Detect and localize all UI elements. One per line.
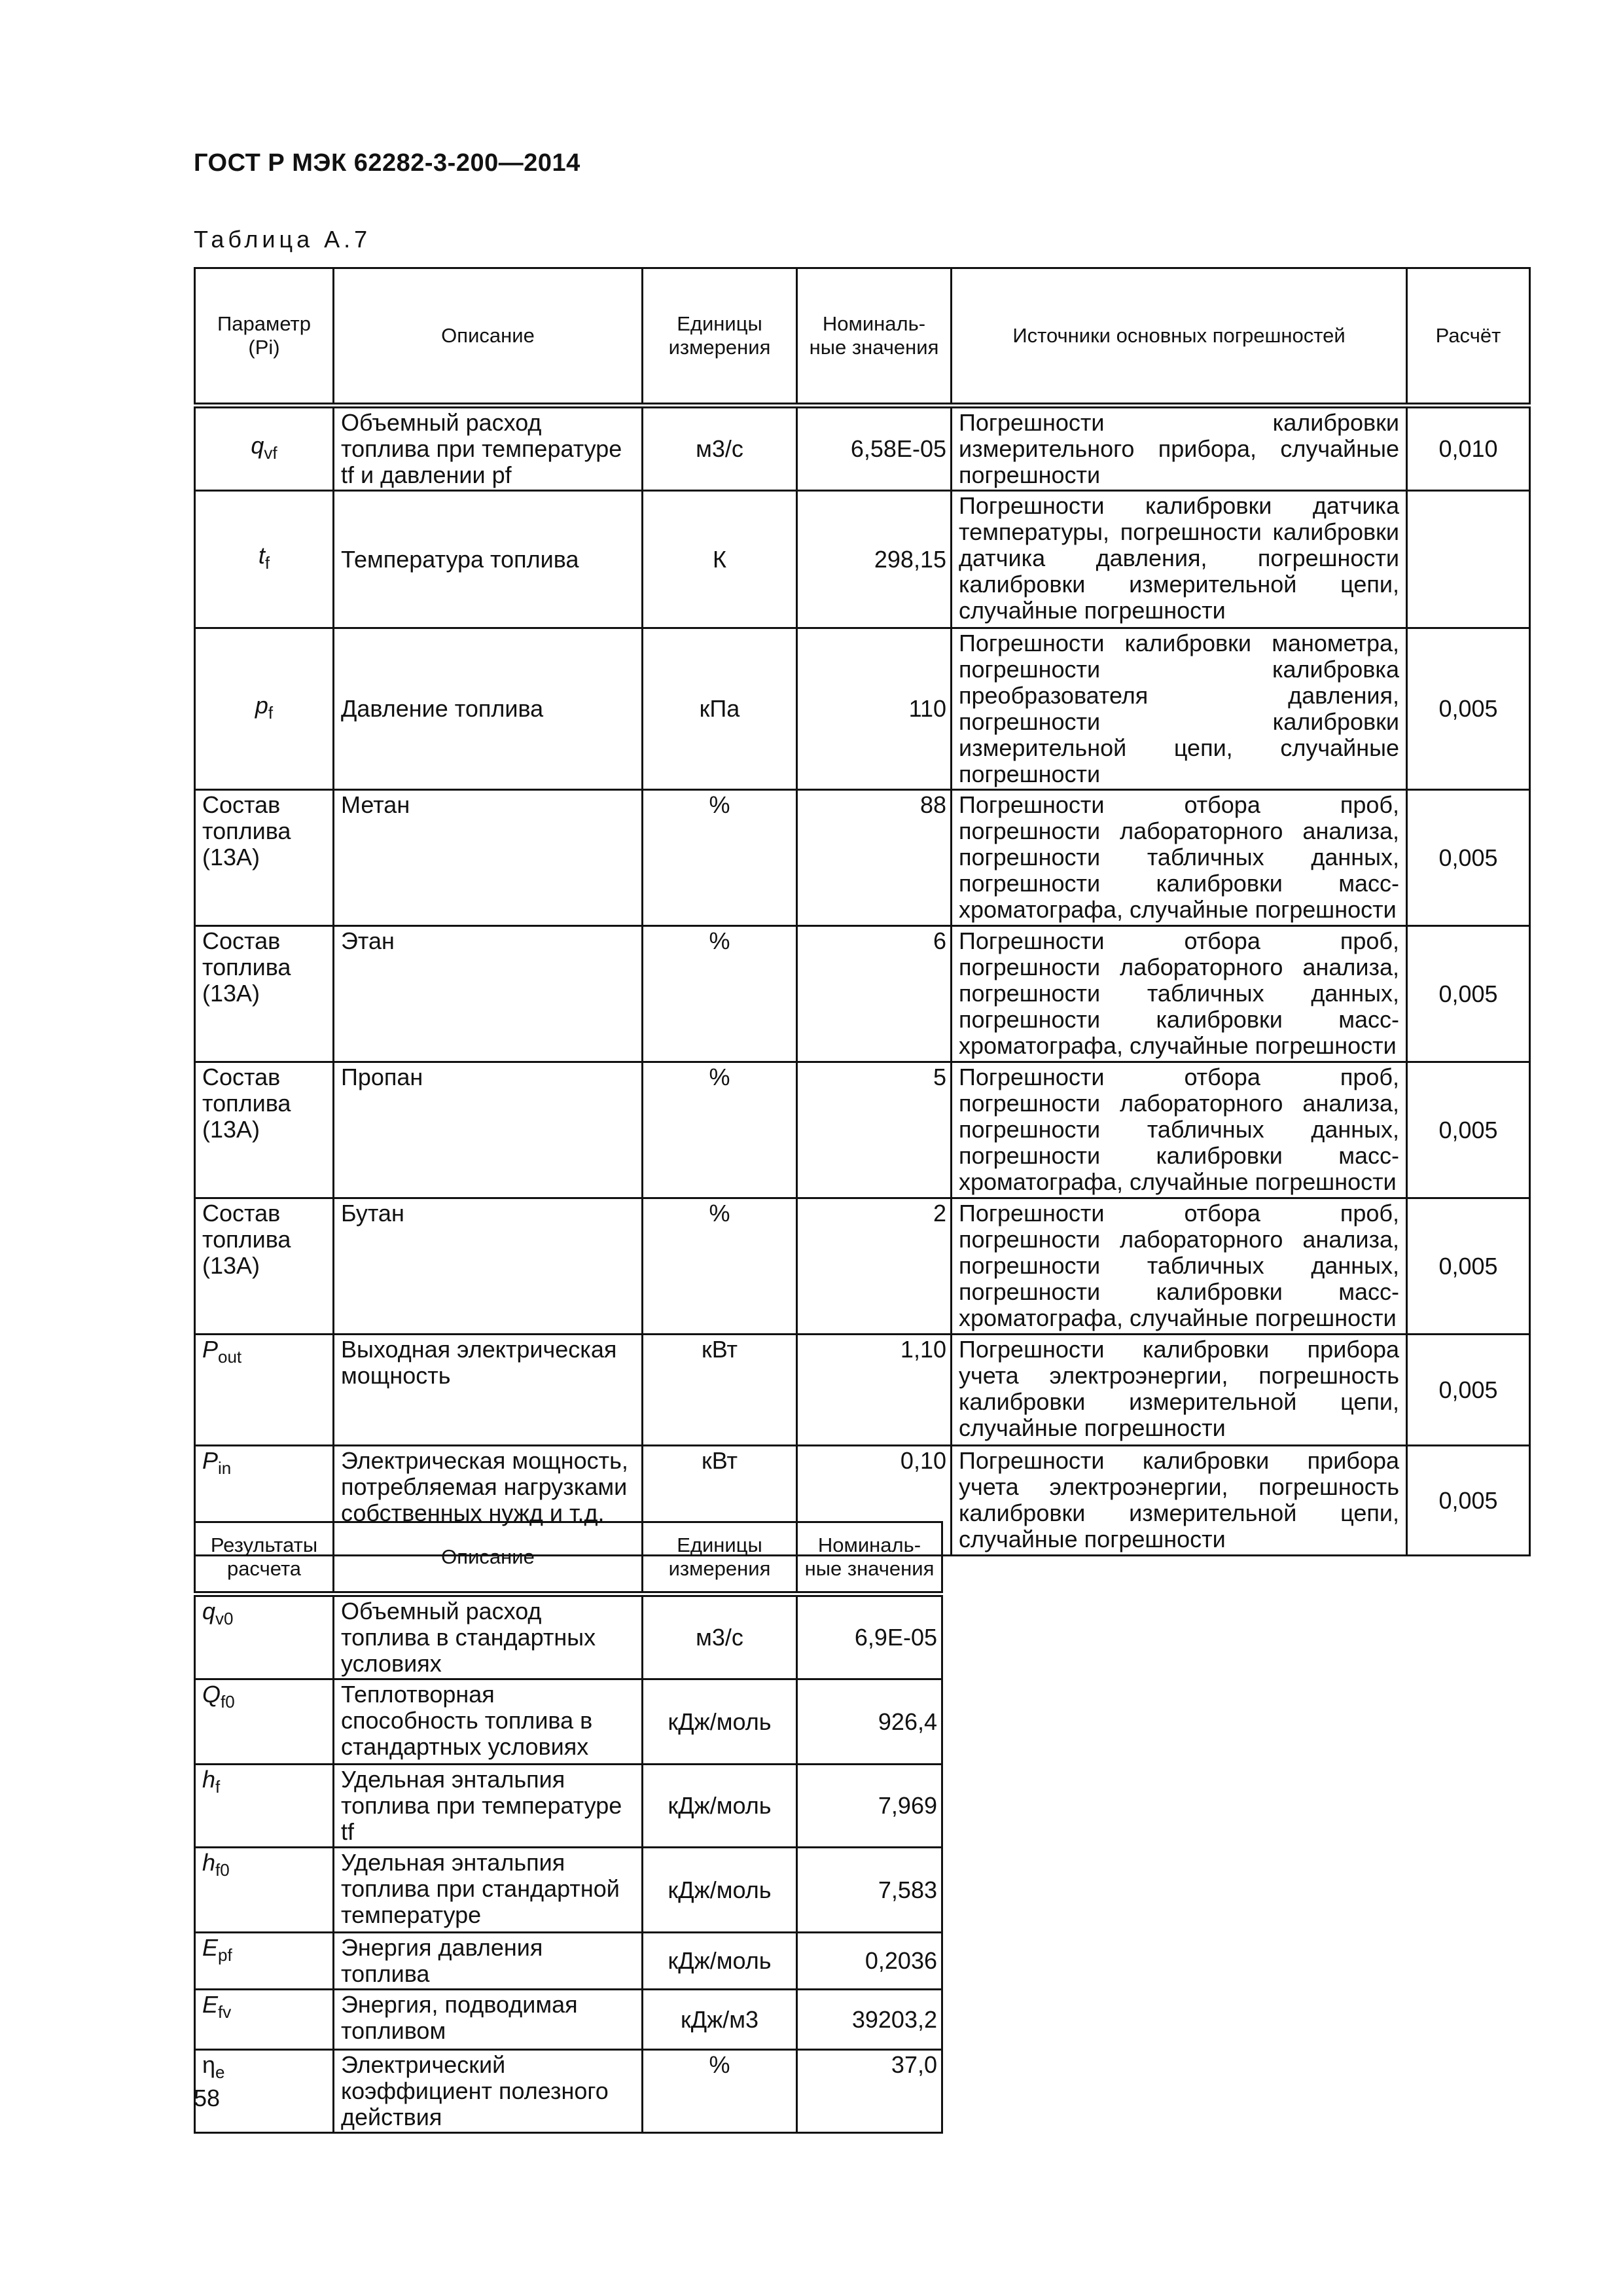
param-description: Пропан <box>334 1062 643 1198</box>
param-sources: Погрешности отбора проб, погрешности лабораторного анализа, погрешности табличных данных, погрешности калибровки масс-хроматографа, случайные погрешности <box>952 1198 1407 1335</box>
table-row <box>195 628 1530 790</box>
uncertainty-table <box>194 267 1531 1556</box>
param-calc: 0,005 <box>1407 628 1530 790</box>
table-header-row <box>195 268 1530 406</box>
param-calc: 0,010 <box>1407 406 1530 491</box>
result-value: 7,969 <box>797 1765 942 1848</box>
param-calc: 0,005 <box>1407 1062 1530 1198</box>
col-header-nominal: Номиналь-ные значения <box>797 1522 942 1594</box>
param-sources: Погрешности отбора проб, погрешности лабораторного анализа, погрешности табличных данных, погрешности калибровки масс-хроматографа, случайные погрешности <box>952 926 1407 1062</box>
param-description: Объемный расход топлива при температуре tf и давлении pf <box>334 406 643 491</box>
param-symbol: $P_{in}$ <box>195 1446 334 1556</box>
table-row <box>195 1679 942 1765</box>
param-description: Выходная электрическая мощность <box>334 1335 643 1446</box>
table-row <box>195 491 1530 628</box>
param-name: Состав топлива (13А) <box>195 1062 334 1198</box>
table-row <box>195 1848 942 1933</box>
param-sources: Погрешности отбора проб, погрешности лабораторного анализа, погрешности табличных данных, погрешности калибровки масс-хроматографа, случайные погрешности <box>952 1062 1407 1198</box>
table-row <box>195 1198 1530 1335</box>
page-number: 58 <box>194 2085 221 2111</box>
param-value: 2 <box>797 1198 952 1335</box>
param-sources: Погрешности калибровки прибора учета электроэнергии, погрешность калибровки измерительной цепи, случайные погрешности <box>952 1335 1407 1446</box>
results-header-row <box>195 1522 942 1594</box>
result-value: 926,4 <box>797 1679 942 1765</box>
param-unit: кВт <box>643 1335 797 1446</box>
result-symbol: $h_{f0}$ <box>195 1848 334 1933</box>
param-unit: кПа <box>643 628 797 790</box>
result-symbol: $Q_{f0}$ <box>195 1679 334 1765</box>
param-sources: Погрешности калибровки измерительного прибора, случайные погрешности <box>952 406 1407 491</box>
param-unit: К <box>643 491 797 628</box>
result-symbol: $q_{v0}$ <box>195 1594 334 1679</box>
table-row <box>195 1335 1530 1446</box>
param-calc: 0,005 <box>1407 926 1530 1062</box>
param-sources: Погрешности отбора проб, погрешности лабораторного анализа, погрешности табличных данных, погрешности калибровки масс-хроматографа, случайные погрешности <box>952 790 1407 926</box>
result-description: Теплотворная способность топлива в стандартных условиях <box>334 1679 643 1765</box>
param-calc: 0,005 <box>1407 1198 1530 1335</box>
param-description: Бутан <box>334 1198 643 1335</box>
param-description: Температура топлива <box>334 491 643 628</box>
param-value: 110 <box>797 628 952 790</box>
result-value: 37,0 <box>797 2050 942 2133</box>
result-symbol: $\eta_e$ <box>195 2050 334 2133</box>
table-row <box>195 2050 942 2133</box>
result-value: 6,9E-05 <box>797 1594 942 1679</box>
param-name: Состав топлива (13А) <box>195 790 334 926</box>
param-symbol: $P_{out}$ <box>195 1335 334 1446</box>
result-value: 39203,2 <box>797 1990 942 2050</box>
table-row <box>195 1990 942 2050</box>
result-unit: кДж/моль <box>643 1933 797 1990</box>
param-unit: % <box>643 790 797 926</box>
result-unit: % <box>643 2050 797 2133</box>
result-description: Объемный расход топлива в стандартных условиях <box>334 1594 643 1679</box>
param-name: Состав топлива (13А) <box>195 1198 334 1335</box>
param-description: Давление топлива <box>334 628 643 790</box>
result-unit: кДж/м3 <box>643 1990 797 2050</box>
result-unit: кДж/моль <box>643 1848 797 1933</box>
document-header: ГОСТ Р МЭК 62282-3-200—2014 <box>194 149 580 177</box>
table-row <box>195 1765 942 1848</box>
col-header-unit: Единицы измерения <box>643 268 797 406</box>
param-unit: м3/с <box>643 406 797 491</box>
table-row <box>195 1062 1530 1198</box>
col-header-description: Описание <box>334 1522 643 1594</box>
param-calc: 0,005 <box>1407 1335 1530 1446</box>
param-name: Состав топлива (13А) <box>195 926 334 1062</box>
col-header-calc: Расчёт <box>1407 268 1530 406</box>
results-table <box>194 1521 943 2134</box>
col-header-description: Описание <box>334 268 643 406</box>
table-caption: Таблица А.7 <box>194 226 372 253</box>
param-sources: Погрешности калибровки прибора учета электроэнергии, погрешность калибровки измерительной цепи, случайные погрешности <box>952 1446 1407 1556</box>
param-unit: кВт <box>643 1446 797 1556</box>
result-description: Удельная энтальпия топлива при температуре tf <box>334 1765 643 1848</box>
param-calc: 0,005 <box>1407 1446 1530 1556</box>
param-value: 88 <box>797 790 952 926</box>
result-unit: м3/с <box>643 1594 797 1679</box>
col-header-result: Результаты расчета <box>195 1522 334 1594</box>
col-header-sources: Источники основных погрешностей <box>952 268 1407 406</box>
param-calc <box>1407 491 1530 628</box>
result-value: 7,583 <box>797 1848 942 1933</box>
param-description: Метан <box>334 790 643 926</box>
result-unit: кДж/моль <box>643 1679 797 1765</box>
param-value: 6 <box>797 926 952 1062</box>
param-value: 6,58E-05 <box>797 406 952 491</box>
table-row <box>195 406 1530 491</box>
param-sources: Погрешности калибровки манометра, погрешности калибровка преобразователя давления, погрешности калибровки измерительной цепи, случайные погрешности <box>952 628 1407 790</box>
param-unit: % <box>643 926 797 1062</box>
table-row <box>195 790 1530 926</box>
result-description: Удельная энтальпия топлива при стандартной температуре <box>334 1848 643 1933</box>
param-unit: % <box>643 1062 797 1198</box>
result-description: Энергия давления топлива <box>334 1933 643 1990</box>
table-row <box>195 926 1530 1062</box>
param-calc: 0,005 <box>1407 790 1530 926</box>
param-value: 1,10 <box>797 1335 952 1446</box>
col-header-unit: Единицы измерения <box>643 1522 797 1594</box>
result-description: Энергия, подводимая топливом <box>334 1990 643 2050</box>
table-row <box>195 1933 942 1990</box>
param-value: 298,15 <box>797 491 952 628</box>
param-symbol: $p_f$ <box>195 628 334 790</box>
result-description: Электрический коэффициент полезного действия <box>334 2050 643 2133</box>
result-value: 0,2036 <box>797 1933 942 1990</box>
col-header-param: Параметр (Pi) <box>195 268 334 406</box>
result-symbol: $E_{fv}$ <box>195 1990 334 2050</box>
table-row <box>195 1594 942 1679</box>
result-unit: кДж/моль <box>643 1765 797 1848</box>
param-symbol: $t_f$ <box>195 491 334 628</box>
param-value: 5 <box>797 1062 952 1198</box>
col-header-nominal: Номиналь-ные значения <box>797 268 952 406</box>
param-unit: % <box>643 1198 797 1335</box>
result-symbol: $h_f$ <box>195 1765 334 1848</box>
param-value: 0,10 <box>797 1446 952 1556</box>
param-description: Электрическая мощность, потребляемая нагрузками собственных нужд и т.д. <box>334 1446 643 1556</box>
result-symbol: $E_{pf}$ <box>195 1933 334 1990</box>
param-sources: Погрешности калибровки датчика температуры, погрешности калибровки датчика давления, погрешности калибровки измерительной цепи, случайные погрешности <box>952 491 1407 628</box>
param-description: Этан <box>334 926 643 1062</box>
param-symbol: $q_{vf}$ <box>195 406 334 491</box>
